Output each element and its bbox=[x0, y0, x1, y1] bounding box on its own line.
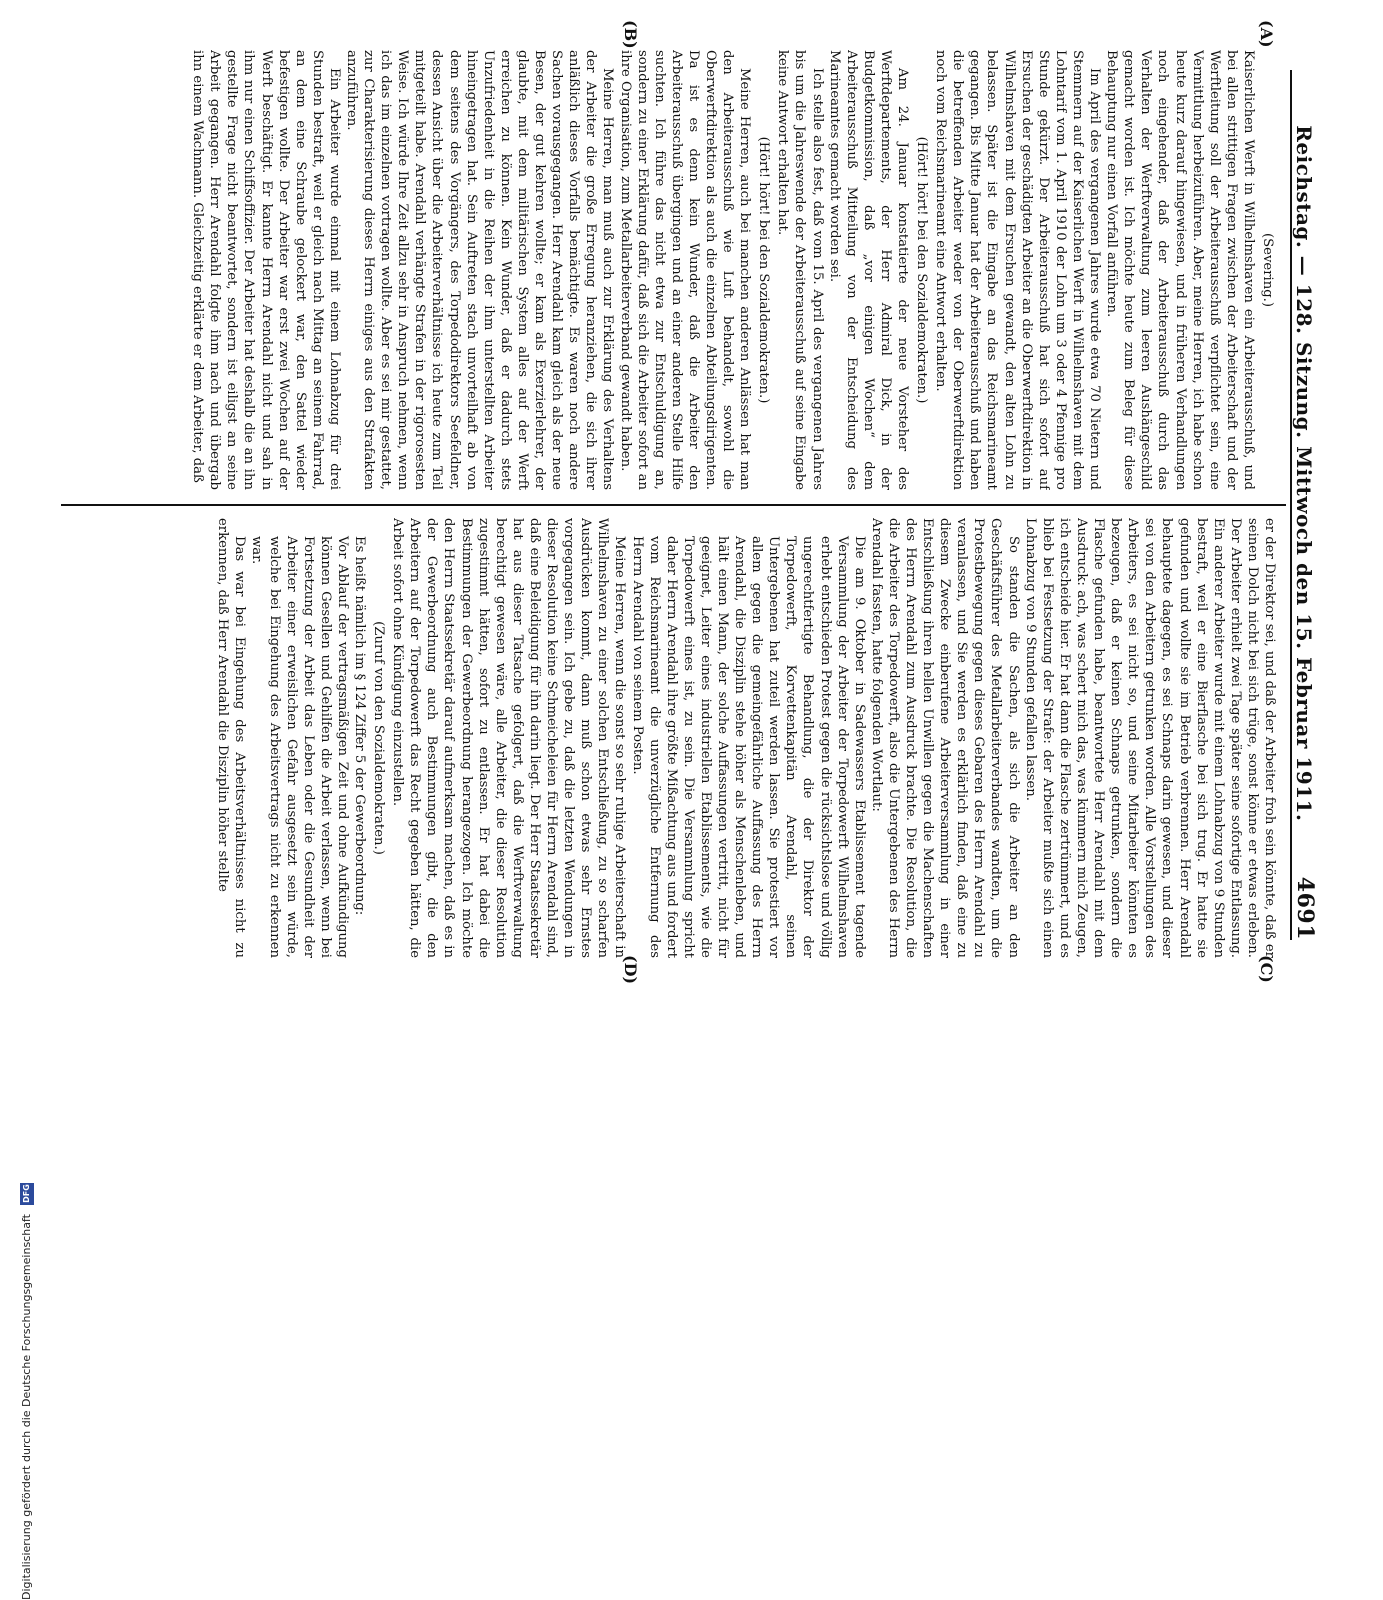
dfg-logo: DFG bbox=[20, 1183, 34, 1205]
text-column-right bbox=[58, 518, 1278, 958]
paragraph: Es heißt nämlich im § 124 Ziffer 5 der Gewerbeordnung: bbox=[352, 536, 368, 916]
column-divider bbox=[61, 504, 1286, 506]
paragraph: Meine Herren, wenn die sonst so sehr ruhige Arbeiterschaft in Wilhelmshaven zu einer solchen Entschließung, zu so scharfen Ausdrücken kommt, dann muß schon etwas sehr Ernstes vorgegangen sein. Ich gebe zu, daß die letzten Wendungen in dieser Resolution keine Schmeicheleien für Herrn Arendahl sind, daß eine Beleidigung für ihn darin liegt. Der Herr Staatssekretär hat aus dieser Tatsache gefolgert, daß die Werftverwaltung berechtigt gewesen wäre, alle Arbeiter, die dieser Resolution zugestimmt hätten, sofort zu entlassen. Er hat dabei die Bestimmungen der Gewerbeordnung herangezogen. Ich möchte den Herrn Staatssekretär darauf aufmerksam machen, daß es in der Gewerbeordnung auch Bestimmungen gibt, die den Arbeitern auf der Torpedowerft das Recht gegeben hätten, die Arbeit sofort ohne Kündigung einzustellen. bbox=[390, 518, 628, 958]
interjection: (Hört! hört! bei den Sozialdemokraten.) bbox=[914, 136, 930, 404]
paragraph: Am 24. Januar konstatierte der neue Vorsteher des Werftdepartements, der Herr Admiral Dick, in der Budgetkommission, daß „vor einigen Wochen“ dem Arbeiterausschuß Mitteilung von der Entscheidung des Marineamtes gemacht worden sei. bbox=[826, 50, 911, 490]
paragraph: Ich stelle also fest, daß vom 15. April des vergangenen Jahres bis um die Jahreswende der Arbeiterausschuß auf seine Eingabe keine Antwort erhalten hat. bbox=[775, 50, 825, 490]
interjection: (Hört! hört! bei den Sozialdemokraten.) bbox=[756, 136, 772, 404]
paragraph: er der Direktor sei, und daß der Arbeiter froh sein könnte, daß er seinen Dolch nicht bei sich trüge, sonst könne er etwas erleben. Der Arbeiter erhielt zwei Tage später seine sofortige Entlassung. Ein anderer Arbeiter wurde mit einem Lohnabzug von 9 Stunden bestraft, weil er eine Bierflasche bei sich trug. Er hatte sie gefunden und wollte sie im Betrieb verbrennen. Herr Arendahl behauptete dagegen, es sei Schnaps darin gewesen, und dieser sei von den Arbeitern getrunken worden. Alle Vorstellungen des Arbeiters, es sei nicht so, und seine Mitarbeiter könnten es bezeugen, daß er keinen Schnaps getrunken, sondern die Flasche gefunden habe, beantwortete Herr Arendahl mit dem Ausdruck: ach, was schert mich das, was kümmern mich Zeugen, ich entscheide hier. Er hat dann die Flasche zertrümmert, und es blieb bei Festsetzung der Strafe: der Arbeiter mußte sich einen Lohnabzug von 9 Stunden gefallen lassen. bbox=[1022, 518, 1277, 958]
margin-marker-d: (D) bbox=[621, 955, 640, 985]
page-header bbox=[1290, 70, 1326, 940]
quoted-text: Die am 9. Oktober in Sadewassers Etablissement tagende Versammlung der Arbeiter der Torpedowerft Wilhelmshaven erhebt entschieden Protest gegen die rücksichtslose und völlig ungerechtfertigte Behandlung, die der Direktor der Torpedowerft, Korvettenkapitän Arendahl, seinen Untergebenen hat zuteil werden lassen. Sie protestiert vor allem gegen die gemeingefährliche Auffassung des Herrn Arendahl, die Disziplin stehe höher als Menschenleben, und hält einen Mann, der solche Auffassungen vertritt, nicht für geeignet, Leiter eines industriellen Etablissements, wie die Torpedowerft eines ist, zu sein. Die Versammlung spricht daher Herrn Arendahl ihre größte Mißachtung aus und fordert vom Reichsmarineamt die unverzügliche Entfernung des Herrn Arendahl von seinem Posten. bbox=[629, 536, 867, 958]
interjection: (Zuruf von den Sozialdemokraten.) bbox=[371, 621, 387, 855]
page-number: 4691 bbox=[1292, 876, 1318, 940]
paragraph: Meine Herren, man muß auch zur Erklärung des Verhaltens der Arbeiter die große Erregung heranziehen, die sich ihrer anläßlich dieses Vorfalls bemächtigte. Es waren noch andere Sachen vorausgegangen. Herr Arendahl kam gleich als der neue Besen, der gut kehren wollte; er kam als Exerzierlehrer, der glaubte, mit dem militärischen System alles auf der Werft erreichen zu können. Kein Wunder, daß er dadurch stets Unzufriedenheit in die Reihen der ihm unterstellten Arbeiter hineingetragen hat. Sein Auftreten stach unvorteilhaft ab von dem seitens des Vorgängers, des Torpedodirektors Seefeldner, dessen Ansicht über die Arbeiterverhältnisse ich heute zum Teil mitgeteilt habe. Arendahl verhängte Strafen in der rigorosesten Weise. Ich würde Ihre Zeit allzu sehr in Anspruch nehmen, wenn ich das im einzelnen vortragen wollte. Aber es sei mir gestattet, zur Charakterisierung dieses Herrn einiges aus den Strafakten anzuführen. bbox=[344, 50, 616, 490]
footer-credit bbox=[20, 1184, 34, 1600]
footer-credit-text: Digitalisierung gefördert durch die Deutsche Forschungsgemeinschaft bbox=[20, 1214, 33, 1600]
paragraph: Meine Herren, auch bei manchen anderen Anlässen hat man den Arbeiterausschuß wie Luft behandelt, sowohl die Oberwerftdirektion als auch die einzelnen Abteilungsdirigenten. Da ist es denn kein Wunder, daß die Arbeiter den Arbeiterausschuß übergingen und an einer anderen Stelle Hilfe suchten. Ich führe das nicht etwa zur Entschuldigung an, sondern zu einer Erklärung dafür, daß sich die Arbeiter sofort an ihre Organisation, zum Metallarbeiterverband gewandt haben. bbox=[617, 50, 753, 490]
paragraph: Das war bei Eingehung des Arbeitsverhältnisses nicht zu erkennen, daß Herr Arendahl die Disziplin höher stellte bbox=[215, 518, 248, 958]
margin-marker-c: (C) bbox=[1257, 955, 1276, 983]
paragraph: Ein Arbeiter wurde einmal mit einem Lohnabzug für drei Stunden bestraft, weil er gleich nach Mittag an seinem Fahrrad, an dem eine Schraube gelockert war, den Sattel wieder befestigen wollte. Der Arbeiter war erst zwei Wochen auf der Werft beschäftigt. Er kannte Herrn Arendahl nicht und sah in ihm nur einen Schiffsoffizier. Der Arbeiter hat deshalb die an ihn gestellte Frage nicht beantwortet, sondern ist eiligst an seine Arbeit gegangen. Herr Arendahl folgte ihm nach und übergab ihn einem Wachmann. Gleichzeitig erklärte er dem Arbeiter, daß bbox=[190, 50, 342, 490]
printed-sheet bbox=[40, 0, 1340, 1000]
margin-marker-a: (A) bbox=[1257, 20, 1276, 48]
text-column-left bbox=[58, 50, 1278, 490]
header-title: Reichstag. — 128. Sitzung. Mittwoch den 15. Februar 1911. bbox=[1292, 125, 1316, 822]
footer-credit-strip bbox=[4, 600, 33, 1600]
paragraph: So standen die Sachen, als sich die Arbeiter an den Geschäftsführer des Metallarbeiterverbandes wandten, um die Protestbewegung gegen dieses Gebaren des Herrn Arendahl zu veranlassen, und Sie werden es erklärlich finden, daß eine zu diesem Zwecke einberufene Arbeiterversammlung in einer Entschließung ihren hellen Unwillen gegen die Machenschaften des Herrn Arendahl zum Ausdruck brachte. Die Resolution, die die Arbeiter des Torpedowerft, also die Untergebenen des Herrn Arendahl fassten, hatte folgenden Wortlaut: bbox=[868, 518, 1021, 958]
paragraph: Kaiserlichen Werft in Wilhelmshaven ein Arbeiterausschuß, und bei allen strittigen Fragen zwischen der Arbeiterschaft und der Werftleitung soll der Arbeiterausschuß verpflichtet sein, eine Vermittlung herbeizuführen. Aber, meine Herren, ich habe schon heute kurz darauf hingewiesen, und in früheren Verhandlungen noch eingehender, daß der Arbeiterausschuß durch das Verhalten der Werftverwaltung zum leeren Aushängeschild gemacht worden ist. Ich möchte heute zum Beleg für diese Behauptung nur einen Vorfall anführen. bbox=[1104, 50, 1256, 490]
interjection: (Severing.) bbox=[1260, 232, 1275, 308]
quoted-text: Vor Ablauf der vertragsmäßigen Zeit und ohne Aufkündigung können Gesellen und Gehilfen die Arbeit verlassen, wenn bei Fortsetzung der Arbeit das Leben oder die Gesundheit der Arbeiter einer erweislichen Gefahr ausgesetzt sein würde, welche bei Eingehung des Arbeitsvertrags nicht zu erkennen war. bbox=[249, 536, 350, 958]
margin-marker-b: (B) bbox=[621, 20, 640, 49]
paragraph: Im April des vergangenen Jahres wurde etwa 70 Nietern und Stemmern auf der Kaiserlichen Werft in Wilhelmshaven mit dem Lohntarif vom 1. April 1910 der Lohn um 3 oder 4 Pfennige pro Stunde gekürzt. Der Arbeiterausschuß hat sich sofort auf Ersuchen der geschädigten Arbeiter an die Oberwerftdirektion in Wilhelmshaven mit dem Ersuchen gewandt, den alten Lohn zu belassen. Später ist die Eingabe an das Reichsmarineamt gegangen. Bis Mitte Januar hat der Arbeiterausschuß und haben die betreffenden Arbeiter weder von der Oberwerftdirektion noch vom Reichsmarineamt eine Antwort erhalten. bbox=[933, 50, 1103, 490]
